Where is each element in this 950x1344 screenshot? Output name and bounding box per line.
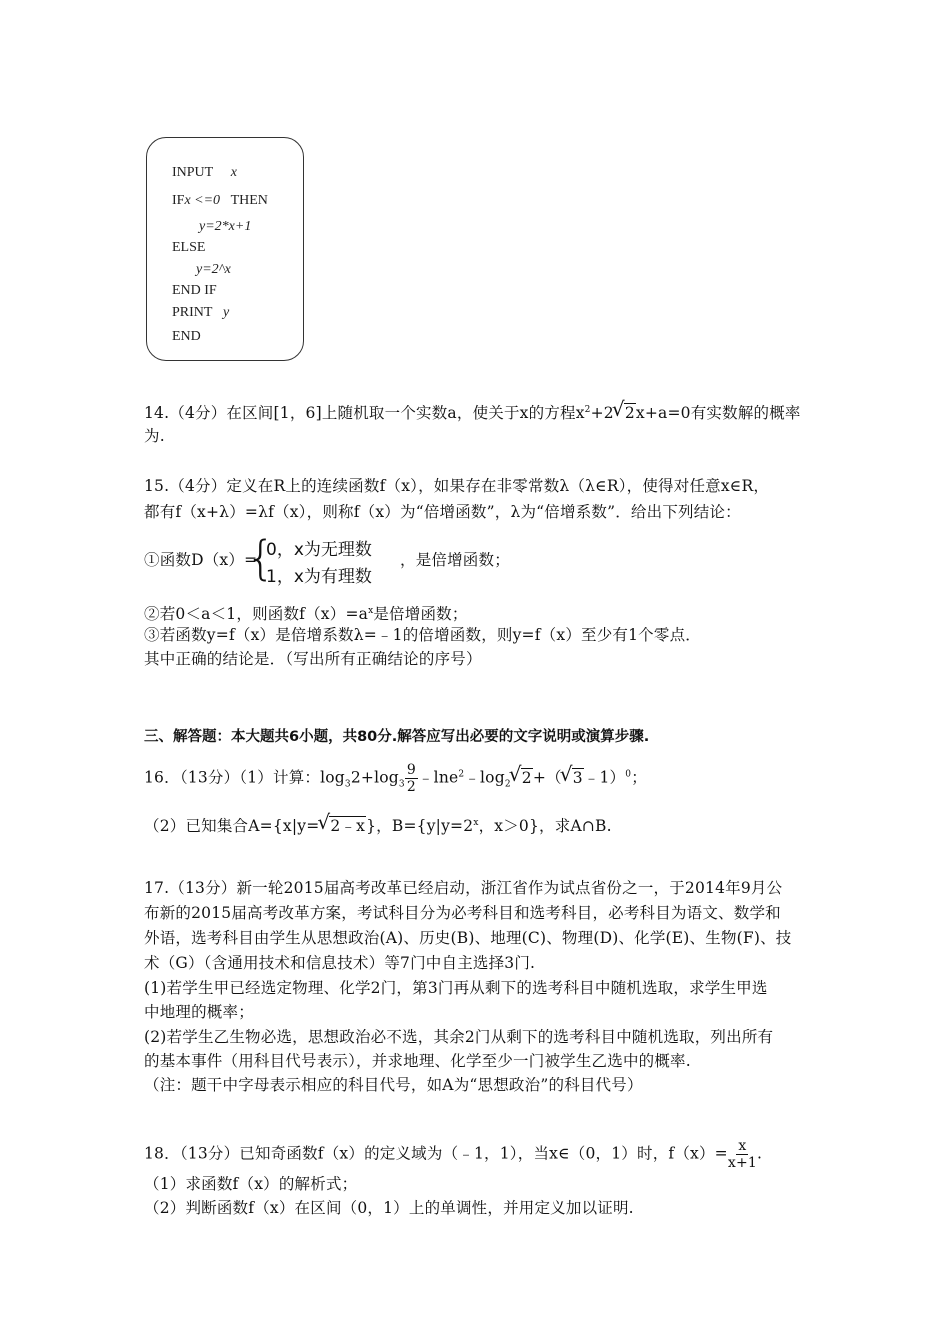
q17-line5: (1)若学生甲已经选定物理、化学2门，第3门再从剩下的选考科目中随机选取，求学生甲选	[144, 979, 768, 997]
text: +（	[532, 768, 562, 787]
q17-line7: (2)若学生乙生物必选，思想政治必不选，其余2门从剩下的选考科目中随机选取，列出所有	[144, 1028, 774, 1046]
q17-line1: 17.（13分）新一轮2015届高考改革已经启动，浙江省作为试点省份之一，于2014年9月公	[144, 879, 783, 897]
q18-line1	[144, 1138, 762, 1171]
q17-note: （注：题干中字母表示相应的科目代号，如A为“思想政治”的科目代号）	[144, 1076, 643, 1094]
q15-line2: 都有f（x+λ）=λf（x），则称f（x）为“倍增函数”，λ为“倍增系数”．给出下列结论：	[144, 503, 741, 521]
q14-line1	[144, 399, 801, 424]
superscript: x	[368, 606, 374, 616]
code-keyword: THEN	[230, 193, 268, 208]
code-line-assign2	[196, 261, 231, 279]
text: （2）已知集合A={x|y=	[144, 817, 320, 835]
code-line-input	[172, 164, 237, 182]
q17-line3: 外语，选考科目由学生从思想政治(A)、历史(B)、地理(C)、物理(D)、化学(E)、生物(F)、技	[144, 929, 792, 947]
q16-part2	[144, 812, 612, 837]
q18-line2: （1）求函数f（x）的解析式；	[144, 1175, 358, 1193]
code-line-end: END	[172, 329, 201, 344]
q15-item1-prefix: ①函数D（x）=	[144, 551, 258, 569]
q15-case1: 0，x为无理数	[266, 540, 372, 560]
text: 18．（13分）已知奇函数f（x）的定义域为（﹣1，1），当x∈（0，1）时，f（x）=	[144, 1144, 728, 1163]
code-keyword: PRINT	[172, 305, 213, 320]
superscript: 2	[458, 769, 465, 780]
code-keyword: IF	[172, 193, 185, 208]
q15-conclusion: 其中正确的结论是．（写出所有正确结论的序号）	[144, 650, 482, 668]
code-keyword: INPUT	[172, 165, 214, 180]
q15-item3: ③若函数y=f（x）是倍增系数λ=﹣1的倍增函数，则y=f（x）至少有1个零点．	[144, 626, 701, 644]
code-line-assign1	[199, 218, 251, 236]
text: ﹣log	[464, 768, 505, 787]
sqrt-symbol	[614, 402, 636, 424]
text: ，x＞0}，求A∩B.	[478, 817, 612, 835]
sqrt-symbol	[562, 767, 584, 789]
radicand: 2	[624, 404, 635, 422]
code-line-print	[172, 304, 229, 322]
code-text: y=2*x+1	[199, 219, 252, 234]
text: ；	[631, 768, 647, 787]
code-line-else: ELSE	[172, 240, 206, 255]
text: .	[757, 1144, 763, 1163]
q15-line1: 15.（4分）定义在R上的连续函数f（x），如果存在非零常数λ（λ∈R），使得对任意x∈R，	[144, 477, 770, 495]
text: 是倍增函数；	[373, 605, 468, 623]
fraction	[728, 1138, 757, 1171]
text: ﹣1）	[583, 768, 626, 787]
numerator: 9	[406, 762, 416, 778]
text: 14.（4分）在区间[1，6]上随机取一个实数a，使关于x的方程x	[144, 404, 585, 422]
subscript: 3	[398, 779, 405, 790]
radicand: 2﹣x	[330, 817, 366, 835]
subscript: 2	[504, 779, 511, 790]
q18-line3: （2）判断函数f（x）在区间（0，1）上的单调性，并用定义加以证明.	[144, 1199, 634, 1217]
q17-line4: 术（G）（含通用技术和信息技术）等7门中自主选择3门.	[144, 954, 536, 972]
radicand: 3	[572, 768, 583, 787]
text: +2	[590, 404, 614, 422]
q16-part1	[144, 762, 647, 796]
text: ②若0＜a＜1，则函数f（x）=a	[144, 605, 369, 623]
denominator: x+1	[727, 1155, 757, 1171]
text: x+a=0有实数解的概率	[635, 404, 801, 422]
code-var: y	[222, 305, 230, 320]
code-condition: x <=0	[184, 193, 221, 208]
text: }，B={y|y=2	[366, 817, 474, 835]
text: ﹣lne	[417, 768, 459, 787]
text: 16．（13分）（1）计算：log	[144, 768, 345, 787]
q14-line2: 为.	[144, 427, 165, 445]
section-heading: 三、解答题：本大题共6小题，共80分.解答应写出必要的文字说明或演算步骤.	[144, 729, 650, 745]
fraction	[405, 762, 418, 795]
text: 2+log	[350, 768, 399, 787]
q15-case2: 1，x为有理数	[266, 567, 372, 587]
superscript: x	[473, 818, 479, 828]
q17-line2: 布新的2015届高考改革方案，考试科目分为必考科目和选考科目，必考科目为语文、数学和	[144, 904, 781, 922]
denominator: 2	[406, 779, 416, 795]
code-line-if	[172, 192, 268, 210]
code-text: y=2^x	[196, 262, 231, 277]
numerator: x	[738, 1138, 747, 1154]
code-var: x	[230, 165, 237, 180]
brace-symbol: {	[246, 531, 276, 585]
radicand: 2	[521, 768, 532, 787]
superscript: 2	[584, 405, 591, 415]
code-line-endif: END IF	[172, 283, 217, 298]
sqrt-symbol	[511, 767, 533, 789]
subscript: 3	[344, 779, 351, 790]
superscript: 0	[625, 769, 632, 780]
sqrt-symbol	[319, 815, 366, 837]
q17-line8: 的基本事件（用科目代号表示），并求地理、化学至少一门被学生乙选中的概率.	[144, 1052, 691, 1070]
q17-line6: 中地理的概率；	[144, 1003, 254, 1021]
q15-item1-suffix: ，是倍增函数；	[400, 551, 510, 569]
q15-item2	[144, 600, 468, 625]
